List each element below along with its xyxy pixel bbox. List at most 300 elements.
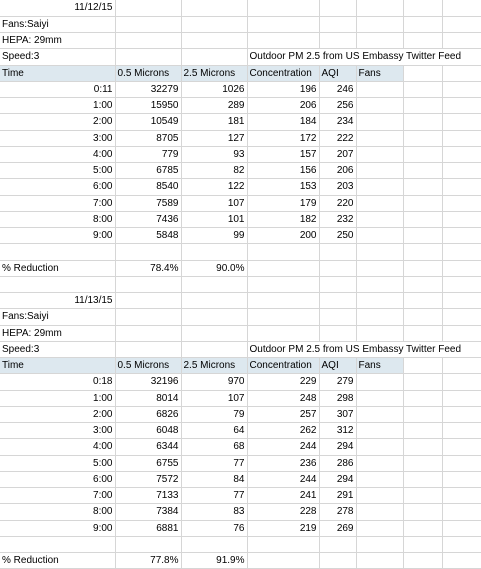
concentration-cell[interactable]: 244: [247, 439, 319, 455]
time-cell[interactable]: 3:00: [0, 130, 115, 146]
microns-25-cell[interactable]: 107: [181, 195, 247, 211]
aqi-cell[interactable]: 294: [319, 439, 356, 455]
header-time[interactable]: Time: [0, 65, 115, 81]
empty-cell[interactable]: [356, 16, 403, 32]
table-row: [0, 130, 481, 146]
concentration-cell[interactable]: 179: [247, 195, 319, 211]
aqi-cell[interactable]: 269: [319, 520, 356, 536]
hepa-row: [0, 325, 481, 341]
speed-label-cell[interactable]: Speed:3: [0, 49, 115, 65]
microns-25-cell[interactable]: 122: [181, 179, 247, 195]
concentration-cell[interactable]: 182: [247, 211, 319, 227]
empty-cell[interactable]: [442, 195, 481, 211]
time-cell[interactable]: 1:00: [0, 98, 115, 114]
empty-cell[interactable]: [356, 163, 403, 179]
time-cell[interactable]: 2:00: [0, 406, 115, 422]
microns-25-cell[interactable]: 99: [181, 228, 247, 244]
microns-25-cell[interactable]: 181: [181, 114, 247, 130]
empty-cell[interactable]: [0, 244, 115, 260]
empty-cell[interactable]: [403, 504, 442, 520]
table-row: [0, 471, 481, 487]
microns-05-cell[interactable]: 6344: [115, 439, 181, 455]
microns-25-cell[interactable]: 101: [181, 211, 247, 227]
microns-05-cell[interactable]: 8540: [115, 179, 181, 195]
reduction-microns-05-cell[interactable]: 77.8%: [115, 553, 181, 569]
outdoor-title-cell[interactable]: Outdoor PM 2.5 from US Embassy Twitter Feed: [247, 341, 481, 357]
time-cell[interactable]: 0:11: [0, 81, 115, 97]
table-row: [0, 114, 481, 130]
empty-cell[interactable]: [356, 130, 403, 146]
aqi-cell[interactable]: 278: [319, 504, 356, 520]
empty-cell[interactable]: [356, 423, 403, 439]
concentration-cell[interactable]: 196: [247, 81, 319, 97]
header-fans[interactable]: Fans: [356, 65, 403, 81]
empty-cell[interactable]: [403, 488, 442, 504]
empty-cell[interactable]: [356, 228, 403, 244]
date-cell[interactable]: 11/13/15: [0, 293, 115, 309]
microns-25-cell[interactable]: 64: [181, 423, 247, 439]
time-cell[interactable]: 5:00: [0, 163, 115, 179]
empty-cell[interactable]: [319, 325, 356, 341]
microns-25-cell[interactable]: 76: [181, 520, 247, 536]
table-row: [0, 195, 481, 211]
empty-cell[interactable]: [181, 341, 247, 357]
empty-cell[interactable]: [356, 244, 403, 260]
blank-row: [0, 276, 481, 292]
empty-cell[interactable]: [442, 423, 481, 439]
empty-cell[interactable]: [356, 98, 403, 114]
empty-cell[interactable]: [442, 536, 481, 552]
table-row: [0, 390, 481, 406]
empty-cell[interactable]: [442, 309, 481, 325]
empty-cell[interactable]: [403, 33, 442, 49]
blank-row: [0, 244, 481, 260]
concentration-cell[interactable]: 236: [247, 455, 319, 471]
aqi-cell[interactable]: 234: [319, 114, 356, 130]
aqi-cell[interactable]: 250: [319, 228, 356, 244]
empty-cell[interactable]: [442, 65, 481, 81]
empty-cell[interactable]: [356, 553, 403, 569]
microns-05-cell[interactable]: 6755: [115, 455, 181, 471]
empty-cell[interactable]: [403, 146, 442, 162]
concentration-cell[interactable]: 244: [247, 471, 319, 487]
microns-25-cell[interactable]: 93: [181, 146, 247, 162]
microns-05-cell[interactable]: 8014: [115, 390, 181, 406]
empty-cell[interactable]: [181, 536, 247, 552]
time-cell[interactable]: 9:00: [0, 228, 115, 244]
microns-05-cell[interactable]: 5848: [115, 228, 181, 244]
empty-cell[interactable]: [442, 98, 481, 114]
concentration-cell[interactable]: 262: [247, 423, 319, 439]
microns-05-cell[interactable]: 10549: [115, 114, 181, 130]
table-row: [0, 228, 481, 244]
empty-cell[interactable]: [115, 33, 181, 49]
concentration-cell[interactable]: 241: [247, 488, 319, 504]
empty-cell[interactable]: [403, 81, 442, 97]
empty-cell[interactable]: [356, 195, 403, 211]
empty-cell[interactable]: [442, 390, 481, 406]
empty-cell[interactable]: [181, 276, 247, 292]
microns-05-cell[interactable]: 6826: [115, 406, 181, 422]
empty-cell[interactable]: [356, 406, 403, 422]
aqi-cell[interactable]: 206: [319, 163, 356, 179]
microns-25-cell[interactable]: 82: [181, 163, 247, 179]
table-row: [0, 374, 481, 390]
empty-cell[interactable]: [356, 293, 403, 309]
empty-cell[interactable]: [356, 504, 403, 520]
aqi-cell[interactable]: 307: [319, 406, 356, 422]
microns-25-cell[interactable]: 289: [181, 98, 247, 114]
empty-cell[interactable]: [356, 325, 403, 341]
fans-label-cell[interactable]: Fans:Saiyi: [0, 309, 115, 325]
empty-cell[interactable]: [442, 471, 481, 487]
empty-cell[interactable]: [247, 260, 319, 276]
empty-cell[interactable]: [356, 146, 403, 162]
aqi-cell[interactable]: 294: [319, 471, 356, 487]
empty-cell[interactable]: [442, 553, 481, 569]
empty-cell[interactable]: [181, 16, 247, 32]
empty-cell[interactable]: [442, 293, 481, 309]
aqi-cell[interactable]: 312: [319, 423, 356, 439]
header-microns-25[interactable]: 2.5 Microns: [181, 358, 247, 374]
empty-cell[interactable]: [403, 130, 442, 146]
concentration-cell[interactable]: 172: [247, 130, 319, 146]
empty-cell[interactable]: [247, 293, 319, 309]
reduction-row: [0, 260, 481, 276]
aqi-cell[interactable]: 279: [319, 374, 356, 390]
empty-cell[interactable]: [319, 16, 356, 32]
microns-05-cell[interactable]: 7133: [115, 488, 181, 504]
empty-cell[interactable]: [442, 163, 481, 179]
fans-label-cell[interactable]: Fans:Saiyi: [0, 16, 115, 32]
microns-05-cell[interactable]: 8705: [115, 130, 181, 146]
empty-cell[interactable]: [442, 455, 481, 471]
empty-cell[interactable]: [181, 325, 247, 341]
reduction-label-cell[interactable]: % Reduction: [0, 260, 115, 276]
empty-cell[interactable]: [319, 309, 356, 325]
empty-cell[interactable]: [319, 260, 356, 276]
aqi-cell[interactable]: 207: [319, 146, 356, 162]
empty-cell[interactable]: [115, 276, 181, 292]
empty-cell[interactable]: [442, 228, 481, 244]
table-row: [0, 211, 481, 227]
empty-cell[interactable]: [403, 406, 442, 422]
hepa-label-cell[interactable]: HEPA: 29mm: [0, 325, 115, 341]
aqi-cell[interactable]: 220: [319, 195, 356, 211]
concentration-cell[interactable]: 200: [247, 228, 319, 244]
empty-cell[interactable]: [356, 260, 403, 276]
empty-cell[interactable]: [403, 309, 442, 325]
empty-cell[interactable]: [356, 455, 403, 471]
aqi-cell[interactable]: 232: [319, 211, 356, 227]
speed-label-cell[interactable]: Speed:3: [0, 341, 115, 357]
microns-25-cell[interactable]: 1026: [181, 81, 247, 97]
table-row: [0, 163, 481, 179]
empty-cell[interactable]: [403, 325, 442, 341]
aqi-cell[interactable]: 222: [319, 130, 356, 146]
time-cell[interactable]: 1:00: [0, 390, 115, 406]
header-aqi[interactable]: AQI: [319, 358, 356, 374]
concentration-cell[interactable]: 206: [247, 98, 319, 114]
reduction-microns-25-cell[interactable]: 91.9%: [181, 553, 247, 569]
reduction-microns-05-cell[interactable]: 78.4%: [115, 260, 181, 276]
empty-cell[interactable]: [115, 309, 181, 325]
microns-05-cell[interactable]: 7384: [115, 504, 181, 520]
aqi-cell[interactable]: 291: [319, 488, 356, 504]
empty-cell[interactable]: [319, 276, 356, 292]
empty-cell[interactable]: [442, 260, 481, 276]
microns-05-cell[interactable]: 32279: [115, 81, 181, 97]
date-cell[interactable]: 11/12/15: [0, 0, 115, 16]
empty-cell[interactable]: [403, 163, 442, 179]
time-cell[interactable]: 4:00: [0, 146, 115, 162]
empty-cell[interactable]: [356, 390, 403, 406]
empty-cell[interactable]: [442, 81, 481, 97]
empty-cell[interactable]: [115, 536, 181, 552]
empty-cell[interactable]: [403, 65, 442, 81]
empty-cell[interactable]: [181, 49, 247, 65]
header-aqi[interactable]: AQI: [319, 65, 356, 81]
empty-cell[interactable]: [403, 98, 442, 114]
empty-cell[interactable]: [356, 309, 403, 325]
empty-cell[interactable]: [115, 0, 181, 16]
hepa-label-cell[interactable]: HEPA: 29mm: [0, 33, 115, 49]
header-microns-05[interactable]: 0.5 Microns: [115, 65, 181, 81]
time-cell[interactable]: 3:00: [0, 423, 115, 439]
empty-cell[interactable]: [356, 439, 403, 455]
microns-25-cell[interactable]: 77: [181, 455, 247, 471]
empty-cell[interactable]: [442, 406, 481, 422]
aqi-cell[interactable]: 203: [319, 179, 356, 195]
table-row: [0, 439, 481, 455]
empty-cell[interactable]: [247, 553, 319, 569]
empty-cell[interactable]: [247, 244, 319, 260]
empty-cell[interactable]: [442, 504, 481, 520]
microns-25-cell[interactable]: 79: [181, 406, 247, 422]
empty-cell[interactable]: [403, 114, 442, 130]
table-row: [0, 98, 481, 114]
empty-cell[interactable]: [403, 228, 442, 244]
concentration-cell[interactable]: 228: [247, 504, 319, 520]
empty-cell[interactable]: [442, 488, 481, 504]
microns-25-cell[interactable]: 68: [181, 439, 247, 455]
time-cell[interactable]: 5:00: [0, 455, 115, 471]
empty-cell[interactable]: [403, 520, 442, 536]
header-microns-05[interactable]: 0.5 Microns: [115, 358, 181, 374]
time-cell[interactable]: 7:00: [0, 195, 115, 211]
empty-cell[interactable]: [0, 536, 115, 552]
empty-cell[interactable]: [403, 0, 442, 16]
table-row: [0, 488, 481, 504]
time-cell[interactable]: 2:00: [0, 114, 115, 130]
empty-cell[interactable]: [181, 309, 247, 325]
outdoor-title-cell[interactable]: Outdoor PM 2.5 from US Embassy Twitter Feed: [247, 49, 481, 65]
speed-row: [0, 49, 481, 65]
empty-cell[interactable]: [442, 33, 481, 49]
empty-cell[interactable]: [319, 293, 356, 309]
empty-cell[interactable]: [442, 179, 481, 195]
empty-cell[interactable]: [247, 309, 319, 325]
date-row: [0, 293, 481, 309]
header-row: [0, 358, 481, 374]
empty-cell[interactable]: [115, 16, 181, 32]
empty-cell[interactable]: [319, 33, 356, 49]
microns-05-cell[interactable]: 7572: [115, 471, 181, 487]
empty-cell[interactable]: [403, 358, 442, 374]
time-cell[interactable]: 0:18: [0, 374, 115, 390]
microns-05-cell[interactable]: 15950: [115, 98, 181, 114]
aqi-cell[interactable]: 246: [319, 81, 356, 97]
empty-cell[interactable]: [247, 325, 319, 341]
empty-cell[interactable]: [356, 179, 403, 195]
reduction-microns-25-cell[interactable]: 90.0%: [181, 260, 247, 276]
empty-cell[interactable]: [403, 244, 442, 260]
empty-cell[interactable]: [442, 0, 481, 16]
fans-row: [0, 16, 481, 32]
aqi-cell[interactable]: 286: [319, 455, 356, 471]
empty-cell[interactable]: [356, 33, 403, 49]
time-cell[interactable]: 9:00: [0, 520, 115, 536]
empty-cell[interactable]: [181, 0, 247, 16]
empty-cell[interactable]: [403, 374, 442, 390]
empty-cell[interactable]: [115, 293, 181, 309]
time-cell[interactable]: 8:00: [0, 504, 115, 520]
empty-cell[interactable]: [442, 130, 481, 146]
concentration-cell[interactable]: 153: [247, 179, 319, 195]
time-cell[interactable]: 4:00: [0, 439, 115, 455]
empty-cell[interactable]: [247, 536, 319, 552]
empty-cell[interactable]: [356, 81, 403, 97]
empty-cell[interactable]: [115, 341, 181, 357]
microns-05-cell[interactable]: 6881: [115, 520, 181, 536]
empty-cell[interactable]: [319, 536, 356, 552]
empty-cell[interactable]: [442, 358, 481, 374]
empty-cell[interactable]: [403, 439, 442, 455]
reduction-label-cell[interactable]: % Reduction: [0, 553, 115, 569]
empty-cell[interactable]: [356, 536, 403, 552]
concentration-cell[interactable]: 248: [247, 390, 319, 406]
empty-cell[interactable]: [442, 276, 481, 292]
date-row: [0, 0, 481, 16]
microns-25-cell[interactable]: 84: [181, 471, 247, 487]
empty-cell[interactable]: [356, 0, 403, 16]
empty-cell[interactable]: [403, 179, 442, 195]
concentration-cell[interactable]: 184: [247, 114, 319, 130]
empty-cell[interactable]: [403, 16, 442, 32]
microns-05-cell[interactable]: 7589: [115, 195, 181, 211]
empty-cell[interactable]: [403, 276, 442, 292]
time-cell[interactable]: 7:00: [0, 488, 115, 504]
empty-cell[interactable]: [319, 553, 356, 569]
empty-cell[interactable]: [247, 16, 319, 32]
empty-cell[interactable]: [115, 325, 181, 341]
empty-cell[interactable]: [442, 146, 481, 162]
microns-25-cell[interactable]: 127: [181, 130, 247, 146]
empty-cell[interactable]: [442, 520, 481, 536]
empty-cell[interactable]: [115, 244, 181, 260]
empty-cell[interactable]: [356, 471, 403, 487]
table-row: [0, 455, 481, 471]
header-microns-25[interactable]: 2.5 Microns: [181, 65, 247, 81]
concentration-cell[interactable]: 257: [247, 406, 319, 422]
table-row: [0, 423, 481, 439]
empty-cell[interactable]: [442, 439, 481, 455]
table-row: [0, 146, 481, 162]
empty-cell[interactable]: [356, 374, 403, 390]
empty-cell[interactable]: [403, 390, 442, 406]
empty-cell[interactable]: [181, 33, 247, 49]
microns-25-cell[interactable]: 970: [181, 374, 247, 390]
empty-cell[interactable]: [356, 114, 403, 130]
reduction-row: [0, 553, 481, 569]
empty-cell[interactable]: [181, 244, 247, 260]
empty-cell[interactable]: [403, 536, 442, 552]
empty-cell[interactable]: [356, 211, 403, 227]
empty-cell[interactable]: [356, 488, 403, 504]
concentration-cell[interactable]: 157: [247, 146, 319, 162]
empty-cell[interactable]: [247, 0, 319, 16]
time-cell[interactable]: 6:00: [0, 471, 115, 487]
table-row: [0, 406, 481, 422]
empty-cell[interactable]: [442, 325, 481, 341]
empty-cell[interactable]: [319, 0, 356, 16]
microns-25-cell[interactable]: 83: [181, 504, 247, 520]
aqi-cell[interactable]: 256: [319, 98, 356, 114]
empty-cell[interactable]: [115, 49, 181, 65]
concentration-cell[interactable]: 219: [247, 520, 319, 536]
empty-cell[interactable]: [0, 276, 115, 292]
empty-cell[interactable]: [403, 553, 442, 569]
empty-cell[interactable]: [319, 244, 356, 260]
empty-cell[interactable]: [403, 195, 442, 211]
empty-cell[interactable]: [403, 471, 442, 487]
aqi-cell[interactable]: 298: [319, 390, 356, 406]
empty-cell[interactable]: [442, 211, 481, 227]
empty-cell[interactable]: [442, 114, 481, 130]
empty-cell[interactable]: [403, 211, 442, 227]
time-cell[interactable]: 6:00: [0, 179, 115, 195]
header-row: [0, 65, 481, 81]
microns-05-cell[interactable]: 32196: [115, 374, 181, 390]
microns-05-cell[interactable]: 779: [115, 146, 181, 162]
empty-cell[interactable]: [403, 293, 442, 309]
empty-cell[interactable]: [247, 276, 319, 292]
empty-cell[interactable]: [403, 455, 442, 471]
empty-cell[interactable]: [442, 244, 481, 260]
header-time[interactable]: Time: [0, 358, 115, 374]
empty-cell[interactable]: [356, 520, 403, 536]
table-row: [0, 179, 481, 195]
empty-cell[interactable]: [403, 423, 442, 439]
empty-cell[interactable]: [181, 293, 247, 309]
empty-cell[interactable]: [403, 260, 442, 276]
time-cell[interactable]: 8:00: [0, 211, 115, 227]
microns-05-cell[interactable]: 6048: [115, 423, 181, 439]
empty-cell[interactable]: [442, 374, 481, 390]
header-concentration[interactable]: Concentration: [247, 65, 319, 81]
concentration-cell[interactable]: 229: [247, 374, 319, 390]
header-concentration[interactable]: Concentration: [247, 358, 319, 374]
microns-25-cell[interactable]: 107: [181, 390, 247, 406]
empty-cell[interactable]: [442, 16, 481, 32]
microns-25-cell[interactable]: 77: [181, 488, 247, 504]
microns-05-cell[interactable]: 7436: [115, 211, 181, 227]
header-fans[interactable]: Fans: [356, 358, 403, 374]
microns-05-cell[interactable]: 6785: [115, 163, 181, 179]
concentration-cell[interactable]: 156: [247, 163, 319, 179]
empty-cell[interactable]: [356, 276, 403, 292]
empty-cell[interactable]: [247, 33, 319, 49]
